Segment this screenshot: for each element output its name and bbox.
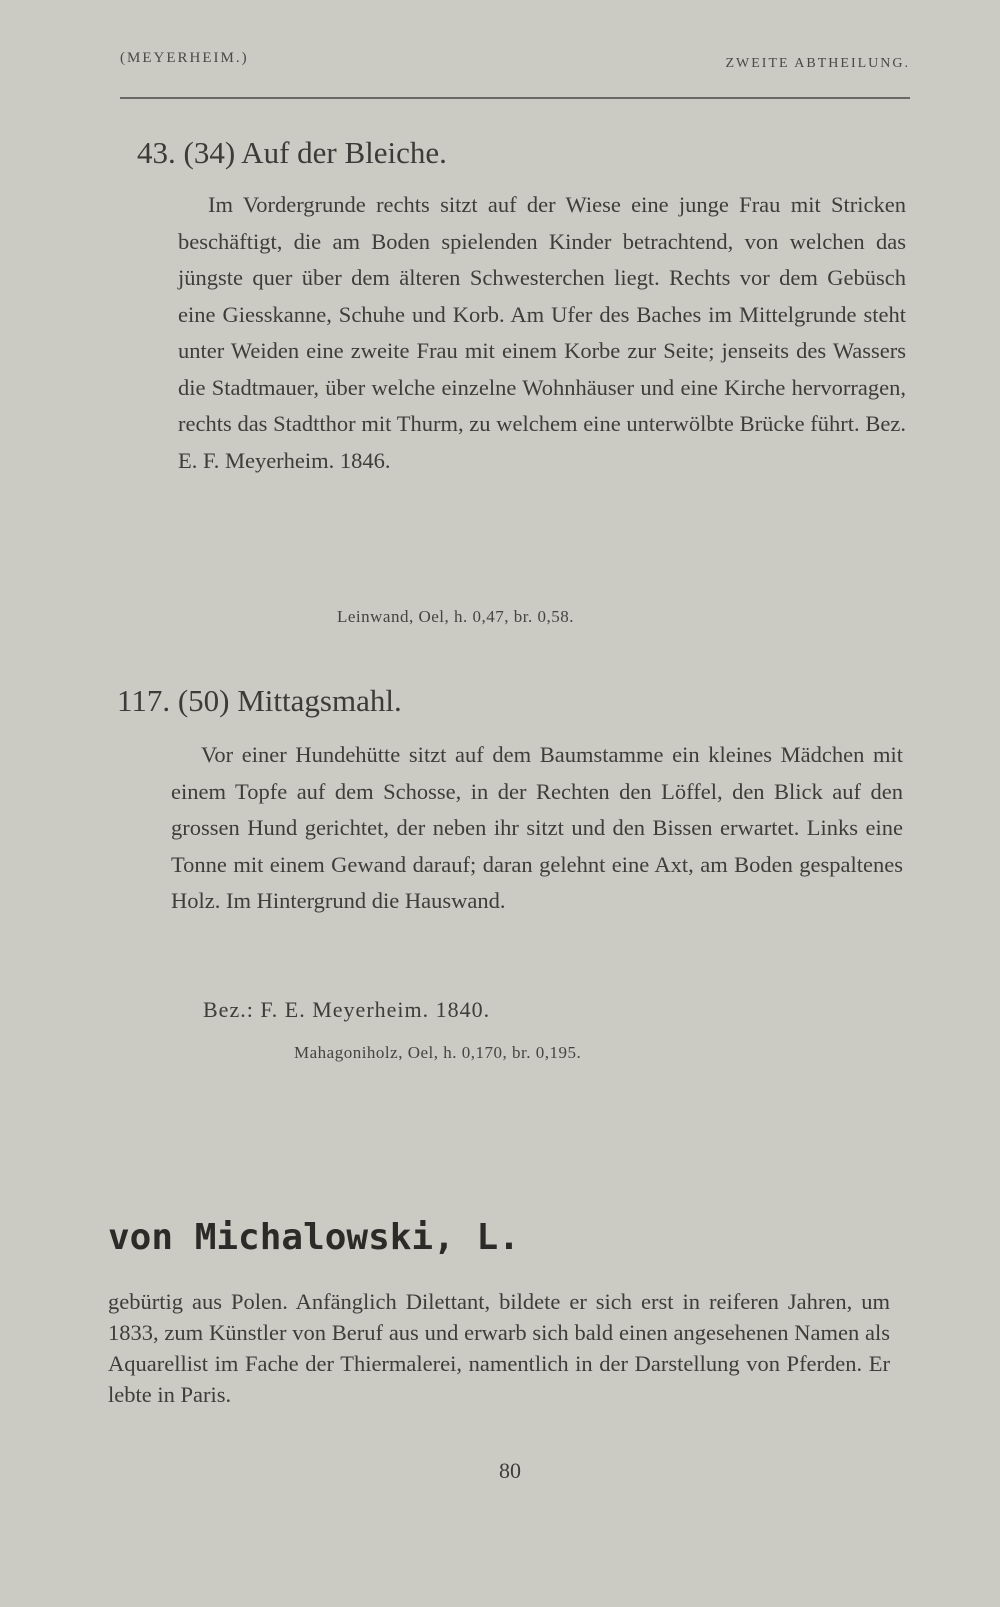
- entry-description-43: Im Vordergrunde rechts sitzt auf der Wiese eine junge Frau mit Stricken beschäftigt, die am Boden spielenden Kinder betrachtend, von welchen das jüngste quer über dem älteren Schwesterchen liegt. Rechts vor dem Gebüsch eine Giesskanne, Schuhe und Korb. Am Ufer des Baches im Mittelgrunde steht unter Weiden eine zweite Frau mit einem Korbe zur Seite; jenseits des Wassers die Stadtmauer, über welche einzelne Wohnhäuser und eine Kirche hervorragen, rechts das Stadtthor mit Thurm, zu welchem eine unterwölbte Brücke führt. Bez. E. F. Meyerheim. 1846.: [178, 192, 906, 473]
- artist-biography: gebürtig aus Polen. Anfänglich Dilettant, bildete er sich erst in reiferen Jahren, um 1833, zum Künstler von Beruf aus und erwarb sich bald einen angesehenen Namen als Aquarellist im Fache der Thiermalerei, namentlich in der Darstellung von Pferden. Er lebte in Paris.: [108, 1289, 890, 1407]
- entry-description-117: Vor einer Hundehütte sitzt auf dem Baumstamme ein kleines Mädchen mit einem Topfe auf dem Schosse, in der Rechten den Löffel, den Blick auf den grossen Hund gerichtet, der neben ihr sitzt und den Bissen erwartet. Links eine Tonne mit einem Gewand darauf; daran gelehnt eine Axt, am Boden gespaltenes Holz. Im Hintergrund die Hauswand.: [171, 742, 903, 913]
- running-head: [120, 50, 910, 80]
- running-head-right: ZWEITE ABTHEILUNG.: [725, 56, 910, 71]
- entry-medium-43: Leinwand, Oel, h. 0,47, br. 0,58.: [337, 607, 574, 626]
- artist-name: von Michalowski, L.: [108, 1217, 520, 1258]
- running-head-left: (MEYERHEIM.): [120, 50, 249, 66]
- entry-medium-117: Mahagoniholz, Oel, h. 0,170, br. 0,195.: [294, 1043, 582, 1062]
- page-number: 80: [499, 1458, 521, 1483]
- entry-title-117: 117. (50) Mittagsmahl.: [117, 683, 402, 718]
- entry-signature-117: Bez.: F. E. Meyerheim. 1840.: [203, 997, 491, 1022]
- header-divider: [120, 97, 910, 99]
- entry-title-43: 43. (34) Auf der Bleiche.: [137, 135, 447, 170]
